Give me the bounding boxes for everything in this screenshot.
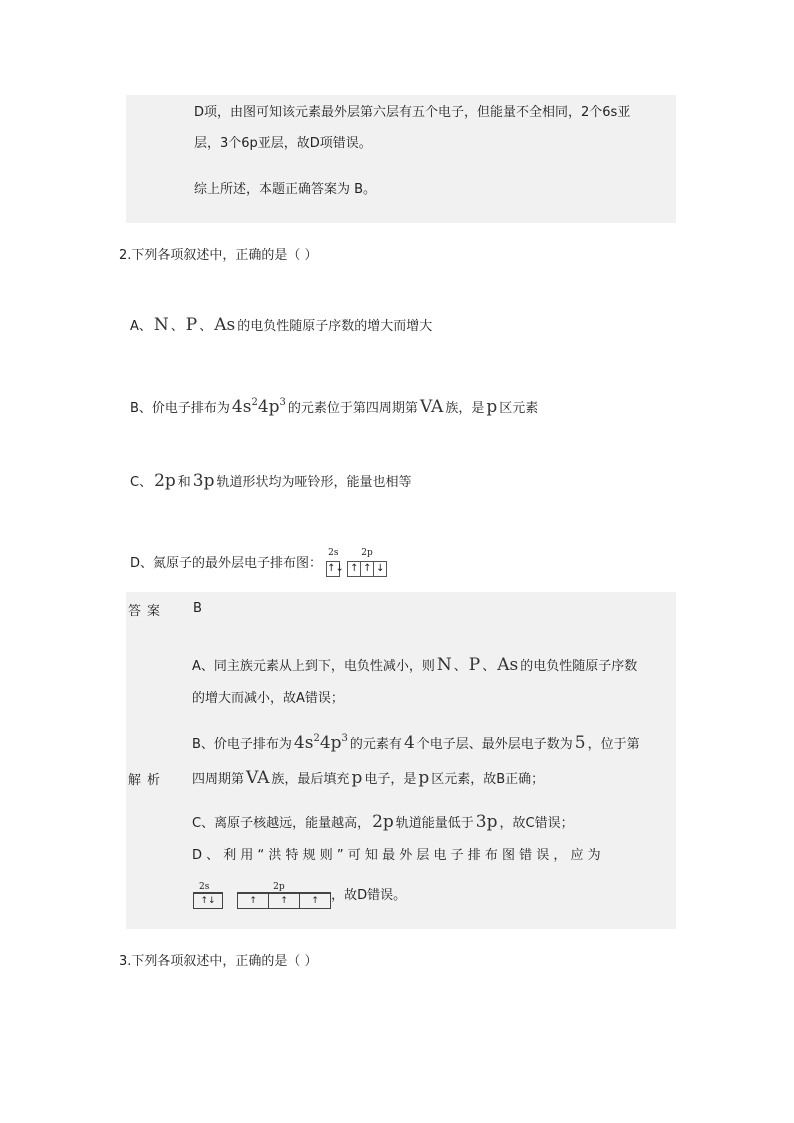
option-b-mid: 的元素位于第四周期第 (287, 401, 418, 416)
option-a-as: As (214, 315, 236, 335)
orbital-caption-2s: 2s (328, 548, 339, 558)
option-a (130, 316, 432, 336)
math-4: 4 (403, 733, 415, 753)
corrected-orbital-2p (237, 882, 331, 909)
orbital-cell: ↑ (299, 894, 330, 908)
config-4s: 4s (293, 733, 314, 753)
corrected-orbital-2s (193, 882, 223, 909)
option-b-prefix: B、价电子排布为 (130, 401, 230, 416)
top-line-3: 综上所述，本题正确答案为 B。 (194, 182, 377, 197)
math-5: 5 (574, 733, 586, 753)
analysis-text: B、价电子排布为 (192, 737, 292, 752)
orbital-cell: ↑ (268, 894, 299, 908)
option-c-rest: 轨道形状均为哑铃形，能量也相等 (216, 475, 412, 490)
top-line-1: D项，由图可知该元素最外层第六层有五个电子，但能量不全相同，2个6s亚 (194, 105, 631, 120)
option-c-and: 和 (177, 475, 191, 490)
math-p: P (468, 655, 481, 675)
option-a-rest: 的电负性随原子序数的增大而增大 (237, 319, 433, 334)
question-3-stem: 3.下列各项叙述中，正确的是（ ） (119, 954, 318, 969)
analysis-b-line-2 (192, 769, 544, 789)
orbital-diagram-2p (347, 548, 387, 577)
top-line-2: 层，3个6p亚层，故D项错误。 (194, 136, 372, 151)
analysis-a-line-2: 的增大而减小，故A错误； (192, 691, 344, 706)
option-c-2p: 2p (154, 471, 176, 491)
math-2p: 2p (372, 812, 394, 832)
config-sup-3: 3 (341, 733, 348, 744)
option-b-config (232, 397, 286, 417)
orbital-diagram-2s (326, 548, 344, 577)
option-c (130, 472, 412, 492)
analysis-text: 个电子层、最外层电子数为 (416, 737, 573, 752)
orbital-cell: ↑ (360, 562, 373, 576)
config-sup-2: 2 (313, 733, 320, 744)
orbital-cell: ↓ (373, 562, 386, 576)
config-4s: 4s (231, 397, 252, 417)
option-a-sep2: 、 (199, 319, 213, 334)
analysis-text: 轨道能量低于 (395, 816, 474, 831)
math-config (294, 733, 348, 753)
option-d (130, 548, 387, 577)
math-va: VA (246, 768, 270, 788)
math-3p: 3p (475, 812, 498, 832)
analysis-text: A、同主族元素从上到下，电负性减小，则 (192, 659, 435, 674)
analysis-text: 四周期第 (192, 772, 245, 787)
analysis-text: 区元素，故B正确； (431, 772, 545, 787)
analysis-text: 电子，是 (364, 772, 417, 787)
option-a-prefix: A、 (130, 319, 152, 334)
analysis-d-line-1: D 、 利 用 “ 洪 特 规 则 ” 可 知 最 外 层 电 子 排 布 图 错 误 ， 应 为 (192, 848, 601, 863)
math-p: p (418, 768, 430, 788)
option-c-prefix: C、 (130, 475, 153, 490)
option-b (130, 398, 538, 418)
option-a-n: N (153, 315, 169, 335)
analysis-text: 的电负性随原子序数 (520, 659, 638, 674)
orbital-cell: ↑↓ (327, 563, 344, 574)
answer-label: 答案 (128, 604, 167, 619)
orbital-caption-2s: 2s (199, 882, 210, 892)
option-b-mid2: 族，是 (445, 401, 485, 416)
option-a-sep1: 、 (170, 319, 184, 334)
config-4p: 4p (257, 397, 280, 417)
separator: 、 (453, 659, 467, 674)
analysis-text: ，故C错误； (499, 816, 574, 831)
option-b-end: 区元素 (499, 401, 539, 416)
orbital-cell: ↑ (249, 896, 257, 906)
separator: 、 (482, 659, 496, 674)
analysis-c-line (192, 813, 574, 833)
option-b-p: p (486, 397, 498, 417)
math-n: N (436, 655, 452, 675)
analysis-text: 族，最后填充 (271, 772, 350, 787)
orbital-cell: ↑ (350, 563, 359, 574)
orbital-caption-2p: 2p (361, 548, 373, 558)
math-as: As (497, 655, 519, 675)
option-c-3p: 3p (192, 471, 215, 491)
analysis-text: ，位于第 (587, 737, 640, 752)
analysis-text: ，故D错误。 (331, 888, 407, 903)
orbital-caption-2p: 2p (273, 882, 285, 892)
analysis-text: C、离原子核越远，能量越高， (192, 816, 371, 831)
config-4p: 4p (319, 733, 342, 753)
orbital-cell: ↑↓ (200, 896, 216, 906)
answer-value: B (193, 601, 202, 616)
analysis-d-line-2 (193, 882, 407, 909)
analysis-text: 的元素有 (349, 737, 402, 752)
math-p: p (351, 768, 363, 788)
option-a-p: P (185, 315, 198, 335)
option-d-prefix: D、氮原子的最外层电子排布图： (130, 556, 323, 571)
config-sup-3: 3 (279, 397, 286, 408)
analysis-a-line-1 (192, 656, 637, 676)
analysis-b-line-1 (192, 734, 640, 754)
question-2-stem: 2.下列各项叙述中，正确的是（ ） (119, 248, 318, 263)
analysis-label: 解析 (128, 773, 167, 788)
config-sup-2: 2 (251, 397, 258, 408)
option-b-va: VA (419, 397, 444, 417)
